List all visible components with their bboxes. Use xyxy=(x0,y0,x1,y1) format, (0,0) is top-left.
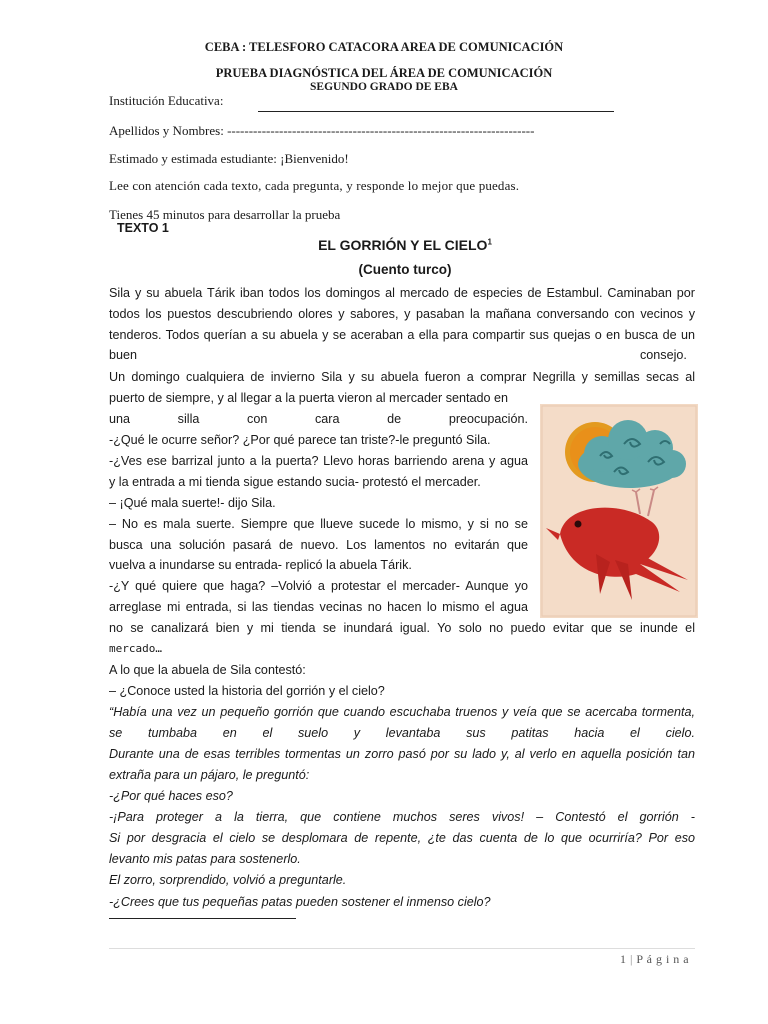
story-illustration xyxy=(540,404,698,618)
word: sus xyxy=(466,726,486,740)
word: cielo. xyxy=(665,726,695,740)
story-line: Un domingo cualquiera de invierno Sila y su abuela fueron a comprar Negrilla y semillas secas al xyxy=(109,370,695,384)
word: cara xyxy=(315,412,340,426)
tale-line: extraña para un pájaro, le preguntó: xyxy=(109,768,310,782)
word: hacia xyxy=(574,726,605,740)
grade-title: SEGUNDO GRADO DE EBA xyxy=(310,81,458,93)
story-line: todos los puestos descubriendo olores y sabores, y pasaban la mañana conversando con vecinos y xyxy=(109,307,695,321)
exam-title: PRUEBA DIAGNÓSTICA DEL ÁREA DE COMUNICACIÓN xyxy=(215,66,553,80)
footer-rule xyxy=(109,948,695,949)
greeting-text: Estimado y estimada estudiante: ¡Bienvenido! xyxy=(109,151,349,166)
page-label: P á g i n a xyxy=(636,952,690,966)
school-header: CEBA : TELESFORO CATACORA AREA DE COMUNICACIÓN xyxy=(204,40,564,54)
dialogue-line: vuelva a inundarse su entrada- replicó la abuela Tárik. xyxy=(109,558,412,572)
text-label: TEXTO 1 xyxy=(117,221,169,235)
story-subtitle: (Cuento turco) xyxy=(358,262,452,277)
institution-blank-line[interactable] xyxy=(258,111,614,112)
word: el xyxy=(262,726,273,740)
dialogue-line: mercado… xyxy=(109,642,162,655)
word: el xyxy=(630,726,640,740)
word: con xyxy=(247,412,268,426)
word: preocupación. xyxy=(448,412,528,426)
word: tumbaba xyxy=(148,726,198,740)
dialogue-line: -¿Qué le ocurre señor? ¿Por qué parece tan triste?-le preguntó Sila. xyxy=(109,433,491,447)
story-line-word: buen xyxy=(109,348,138,362)
dialogue-line: – ¡Qué mala suerte!- dijo Sila. xyxy=(109,496,276,510)
story-line: tenderos. Todos querían a su abuela y se aceraban a ella para compartir sus quejas o en busca de un xyxy=(109,328,695,342)
story-spaced-line xyxy=(109,412,528,426)
tale-line: El zorro, sorprendido, volvió a preguntarle. xyxy=(109,873,347,887)
word: en xyxy=(222,726,237,740)
story-title-text: EL GORRIÓN Y EL CIELO xyxy=(318,237,488,253)
tale-line: -¡Para proteger a la tierra, que contiene muchos seres vivos! – Contestó el gorrión - xyxy=(109,810,695,824)
bird-cloud-illustration xyxy=(540,404,698,618)
story-line-word: consejo. xyxy=(640,348,687,362)
instruction-text: Lee con atención cada texto, cada pregunta, y responde lo mejor que puedas. xyxy=(109,178,520,193)
student-name-field[interactable]: Apellidos y Nombres: ----------------------------------------------------------------------- xyxy=(109,123,535,138)
dialogue-line: -¿Y qué quiere que haga? –Volvió a protestar el mercader- Aunque yo xyxy=(109,579,528,593)
dialogue-line: – ¿Conoce usted la historia del gorrión y el cielo? xyxy=(109,684,385,698)
footnote-separator xyxy=(109,918,296,919)
dialogue-line: arreglase mi entrada, si las tiendas vecinas no hacen lo mismo el agua xyxy=(109,600,528,614)
word: patitas xyxy=(511,726,549,740)
tale-line: Si por desgracia el cielo se desplomara de repente, ¿te das cuenta de lo que ocurriría? Por eso xyxy=(109,831,695,845)
tale-line: -¿Crees que tus pequeñas patas pueden sostener el inmenso cielo? xyxy=(109,895,491,909)
tale-line: levanto mis patas para sostenerlo. xyxy=(109,852,301,866)
dialogue-line: – No es mala suerte. Siempre que llueve sucede lo mismo, y si no se xyxy=(109,517,528,531)
story-title xyxy=(0,237,768,253)
title-footnote-mark: 1 xyxy=(487,237,492,247)
story-line: puerto de siempre, y al llegar a la puerta vieron al mercader sentado en xyxy=(109,391,509,405)
word: y xyxy=(353,726,361,740)
institution-label: Institución Educativa: xyxy=(109,93,224,108)
dialogue-line: no se canalizará bien y mi tienda se inundará igual. Yo solo no puedo evitar que se inunde el xyxy=(109,621,695,635)
word: suelo xyxy=(297,726,329,740)
dialogue-line: busca una solución pasará de nuevo. Los lamentos no evitarán que xyxy=(109,538,528,552)
tale-spaced-line xyxy=(109,726,695,740)
time-limit-text: Tienes 45 minutos para desarrollar la prueba xyxy=(109,207,341,222)
page-number: 1 xyxy=(620,952,627,966)
tale-line: “Había una vez un pequeño gorrión que cuando escuchaba truenos y veía que se acercaba tormenta, xyxy=(109,705,695,719)
dialogue-line: -¿Ves ese barrizal junto a la puerta? Llevo horas barriendo arena y agua xyxy=(109,454,528,468)
dialogue-line: A lo que la abuela de Sila contestó: xyxy=(109,663,306,677)
dialogue-line: y la entrada a mi tienda sigue estando sucia- protestó el mercader. xyxy=(109,475,481,489)
tale-line: -¿Por qué haces eso? xyxy=(109,789,233,803)
word: se xyxy=(109,726,123,740)
word: una xyxy=(109,412,131,426)
word: de xyxy=(387,412,402,426)
word: silla xyxy=(177,412,200,426)
page-footer: 1 | P á g i n a xyxy=(620,952,690,966)
story-line: Sila y su abuela Tárik iban todos los domingos al mercado de especies de Estambul. Caminaban por xyxy=(109,286,695,300)
tale-line: Durante una de esas terribles tormentas un zorro pasó por su lado y, al verlo en aquella posición tan xyxy=(109,747,695,761)
word: levantaba xyxy=(385,726,441,740)
